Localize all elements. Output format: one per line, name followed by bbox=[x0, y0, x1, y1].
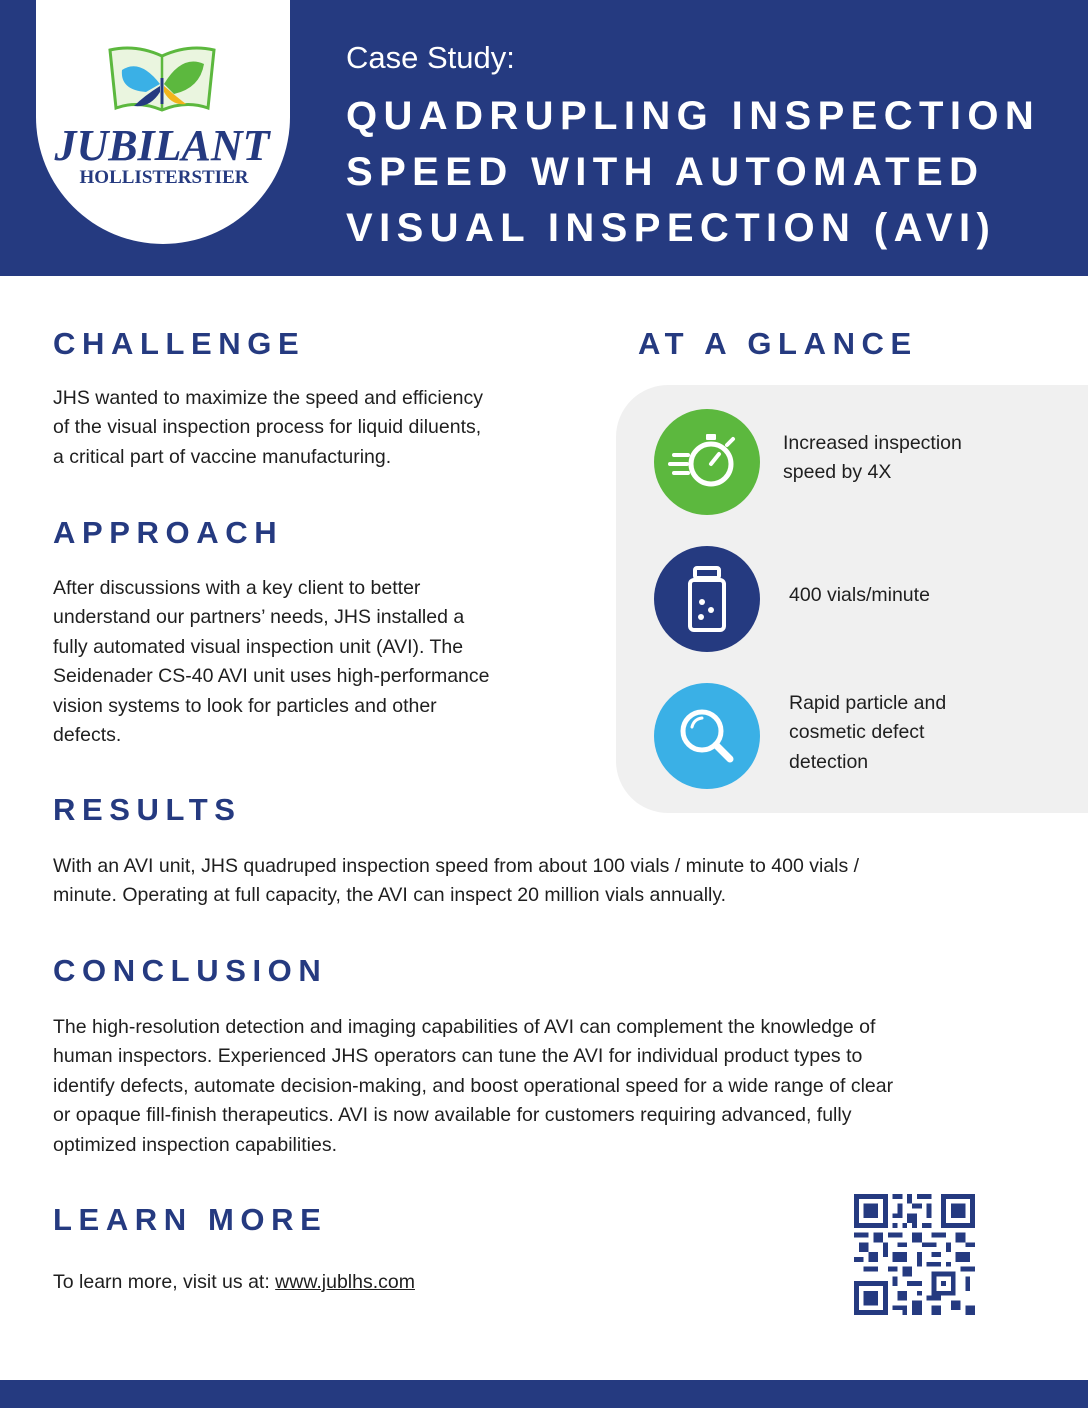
title-line: VISUAL INSPECTION (AVI) bbox=[346, 206, 997, 250]
logo-badge bbox=[36, 0, 290, 244]
title-line: SPEED WITH AUTOMATED bbox=[346, 150, 985, 194]
approach-heading: APPROACH bbox=[53, 515, 284, 550]
jubilant-logo bbox=[36, 0, 290, 244]
text-line: Rapid particle and bbox=[789, 692, 947, 714]
title-line: QUADRUPLING INSPECTION bbox=[346, 94, 1041, 138]
text-line: minute. Operating at full capacity, the AVI can inspect 20 million vials annually. bbox=[53, 884, 727, 907]
text-line: The high-resolution detection and imaging capabilities of AVI can complement the knowledge of bbox=[53, 1016, 876, 1038]
text-line: fully automated visual inspection unit (AVI). The bbox=[53, 635, 464, 658]
text-line: vision systems to look for particles and other bbox=[53, 694, 437, 717]
glance-item-detection bbox=[789, 689, 946, 777]
results-text bbox=[53, 852, 859, 911]
logo-wordmark: JUBILANT bbox=[54, 121, 270, 170]
vial-icon bbox=[654, 546, 760, 652]
website-link[interactable]: www.jublhs.com bbox=[275, 1271, 415, 1293]
glance-heading: AT A GLANCE bbox=[638, 326, 918, 361]
text-line: of the visual inspection process for liquid diluents, bbox=[53, 416, 482, 439]
text-line: identify defects, automate decision-making, and boost operational speed for a wide range of clear bbox=[53, 1074, 894, 1097]
text-line: JHS wanted to maximize the speed and efficiency bbox=[53, 387, 483, 409]
text-line: understand our partners’ needs, JHS installed a bbox=[53, 606, 465, 629]
text-line: 400 vials/minute bbox=[789, 584, 930, 606]
results-heading: RESULTS bbox=[53, 792, 242, 827]
text-line: Increased inspection bbox=[783, 432, 962, 454]
text-line: speed by 4X bbox=[783, 461, 892, 484]
conclusion-text bbox=[53, 1013, 893, 1160]
magnifier-icon bbox=[654, 683, 760, 789]
learn-more-text bbox=[53, 1268, 415, 1297]
stopwatch-icon bbox=[654, 409, 760, 515]
glance-item-speed bbox=[783, 429, 962, 488]
text-line: a critical part of vaccine manufacturing. bbox=[53, 445, 392, 468]
challenge-heading: CHALLENGE bbox=[53, 326, 306, 361]
text-line: or opaque fill-finish therapeutics. AVI is now available for customers requiring advanced, fully bbox=[53, 1104, 852, 1127]
case-study-label: Case Study: bbox=[346, 40, 515, 75]
text-line: optimized inspection capabilities. bbox=[53, 1133, 337, 1156]
challenge-text bbox=[53, 384, 483, 472]
text-line: Seidenader CS-40 AVI unit uses high-performance bbox=[53, 665, 490, 688]
text-line: defects. bbox=[53, 724, 122, 747]
learn-more-heading: LEARN MORE bbox=[53, 1202, 328, 1237]
text-line: cosmetic defect bbox=[789, 721, 925, 744]
learn-more-prefix: To learn more, visit us at: bbox=[53, 1271, 276, 1293]
qr-code[interactable] bbox=[854, 1194, 975, 1315]
page-title bbox=[346, 88, 1066, 256]
glance-item-throughput bbox=[789, 581, 930, 610]
footer-bar bbox=[0, 1380, 1088, 1408]
logo-subwordmark: HOLLISTERSTIER bbox=[79, 167, 249, 188]
text-line: human inspectors. Experienced JHS operators can tune the AVI for individual product types to bbox=[53, 1045, 863, 1068]
conclusion-heading: CONCLUSION bbox=[53, 953, 328, 988]
text-line: With an AVI unit, JHS quadruped inspection speed from about 100 vials / minute to 400 vials / bbox=[53, 855, 860, 877]
text-line: After discussions with a key client to better bbox=[53, 577, 421, 599]
header-banner bbox=[0, 0, 1088, 276]
text-line: detection bbox=[789, 750, 869, 773]
approach-text bbox=[53, 574, 489, 750]
